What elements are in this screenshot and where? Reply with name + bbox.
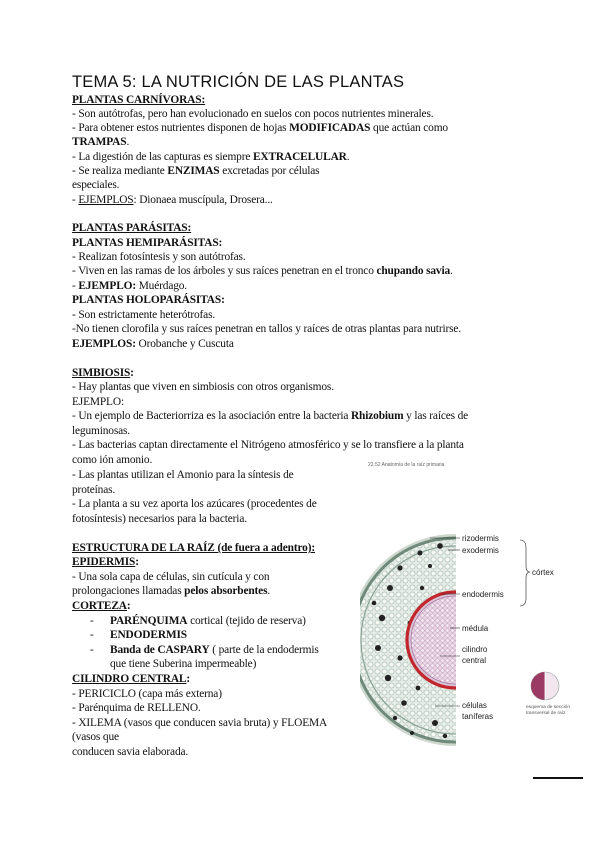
- text-line: - Hay plantas que viven en simbiosis con otros organismos.: [72, 381, 334, 393]
- text-line: fotosíntesis) necesarios para la bacteria.: [72, 513, 247, 525]
- text-line: - La planta a su vez aporta los azúcares (procedentes de: [72, 498, 317, 510]
- list-item: Banda de CASPARY ( parte de la endodermis: [110, 644, 319, 656]
- root-cross-section-figure: [360, 528, 590, 758]
- text-line: - XILEMA (vasos que conducen savia bruta) y FLOEMA: [72, 717, 328, 729]
- label-cilindro: cilindro: [462, 645, 488, 654]
- subheading-hemiparasitas: PLANTAS HEMIPARÁSITAS:: [72, 237, 223, 249]
- list-bullet: -: [90, 615, 94, 627]
- subheading-holoparasitas: PLANTAS HOLOPARÁSITAS:: [72, 294, 225, 306]
- text-line: - La digestión de las capturas es siempre EXTRACELULAR.: [72, 151, 350, 163]
- label-central: central: [462, 656, 487, 665]
- text-line: (vasos que: [72, 731, 119, 743]
- label-endodermis: endodermis: [462, 590, 504, 599]
- label-cortex: córtex: [532, 568, 554, 577]
- text-line: TRAMPAS.: [72, 136, 130, 148]
- text-line: especiales.: [72, 179, 120, 191]
- text-line: EJEMPLOS: Orobanche y Cuscuta: [72, 338, 234, 350]
- schematic-icon: [531, 672, 559, 700]
- list-bullet: -: [90, 629, 94, 641]
- section-heading-simbiosis: SIMBIOSIS:: [72, 367, 134, 379]
- text-line: - Se realiza mediante ENZIMAS excretadas por células: [72, 165, 320, 177]
- text-line: - EJEMPLOS: Dionaea muscípula, Drosera...: [72, 194, 273, 206]
- list-item: PARÉNQUIMA cortical (tejido de reserva): [110, 615, 306, 627]
- text-line: - PERICICLO (capa más externa): [72, 688, 222, 700]
- text-line: proteínas.: [72, 484, 116, 496]
- page-title: TEMA 5: LA NUTRICIÓN DE LAS PLANTAS: [72, 73, 405, 91]
- text-line: - Para obtener estos nutrientes disponen de hojas MODIFICADAS que actúan como: [72, 122, 448, 134]
- text-line: EJEMPLO:: [72, 396, 124, 408]
- subheading-corteza: CORTEZA:: [72, 600, 131, 612]
- text-line: - Son estrictamente heterótrofas.: [72, 309, 216, 321]
- label-exodermis: exodermis: [462, 546, 499, 555]
- label-esquema-1: esquema de sección: [526, 705, 570, 710]
- section-heading-carnivoras: PLANTAS CARNÍVORAS:: [72, 94, 206, 106]
- text-line: como ión amonio.: [72, 454, 153, 466]
- label-rizodermis: rizodermis: [462, 534, 499, 543]
- text-line: - Parénquima de RELLENO.: [72, 702, 201, 714]
- section-heading-parasitas: PLANTAS PARÁSITAS:: [72, 222, 192, 234]
- text-line: - Un ejemplo de Bacteriorriza es la asociación entre la bacteria Rhizobium y las raíces de: [72, 410, 469, 422]
- subheading-epidermis: EPIDERMIS:: [72, 556, 139, 568]
- text-line: conducen savia elaborada.: [72, 746, 189, 758]
- text-line: -No tienen clorofila y sus raíces penetran en tallos y raíces de otras plantas para nutrirse.: [72, 323, 461, 335]
- list-item-cont: que tiene Suberina impermeable): [110, 658, 257, 670]
- list-bullet: -: [90, 644, 94, 656]
- section-heading-raiz: ESTRUCTURA DE LA RAÍZ (de fuera a adentro):: [72, 542, 315, 554]
- text-line: - Las bacterias captan directamente el Nitrógeno atmosférico y se lo transfiere a la planta: [72, 439, 464, 451]
- label-medula: médula: [462, 624, 489, 633]
- text-line: - Son autótrofas, pero han evolucionado en suelos con pocos nutrientes minerales.: [72, 108, 434, 120]
- label-taniferas: taníferas: [462, 712, 494, 721]
- text-line: prolongaciones llamadas pelos absorbentes.: [72, 585, 271, 597]
- label-esquema-2: transversal de raíz: [526, 711, 566, 716]
- label-celulas: células: [462, 701, 487, 710]
- subheading-cilindro: CILINDRO CENTRAL:: [72, 673, 191, 685]
- text-line: - Las plantas utilizan el Amonio para la síntesis de: [72, 469, 294, 481]
- text-line: - Viven en las ramas de los árboles y sus raíces penetran en el tronco chupando savia.: [72, 265, 453, 277]
- text-line: leguminosas.: [72, 425, 130, 437]
- text-line: - Realizan fotosíntesis y son autótrofas.: [72, 251, 246, 263]
- text-line: - EJEMPLO: Muérdago.: [72, 280, 188, 292]
- figure-header: 22.52 Anatomía de la raíz primaria: [368, 462, 445, 468]
- list-item: ENDODERMIS: [110, 629, 187, 641]
- footer-rule: [533, 777, 583, 779]
- text-line: - Una sola capa de células, sin cutícula y con: [72, 571, 270, 583]
